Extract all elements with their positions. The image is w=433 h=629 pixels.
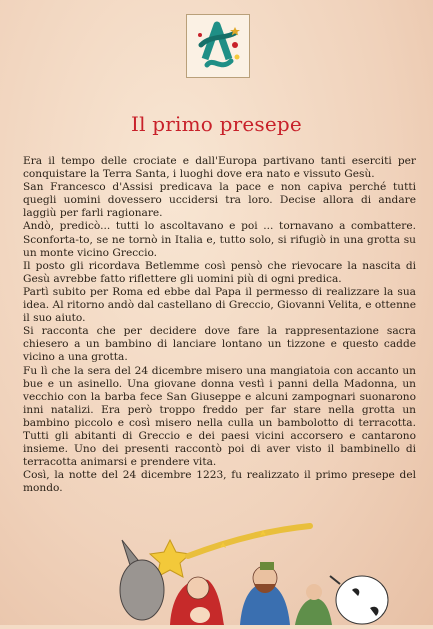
paragraph: Il posto gli ricordava Betlemme così pensò che rievocare la nascita di Gesù avrebbe fatto riflettere gli uomini più di ogni predica. — [23, 259, 416, 285]
paragraph: Così, la notte del 24 dicembre 1223, fu realizzato il primo presepe del mondo. — [23, 469, 416, 495]
page-title: Il primo presepe — [131, 112, 302, 136]
paragraph: Partì subito per Roma ed ebbe dal Papa il permesso di realizzare la sua idea. Al ritorno andò dal castellano di Greccio, Giovanni Velita, e ottenne il suo aiuto. — [23, 285, 416, 325]
story-text — [23, 155, 416, 495]
paragraph: Era il tempo delle crociate e dall'Europa partivano tanti eserciti per conquistare la Terra Santa, i luoghi dove era nato e vissuto Gesù. — [23, 155, 416, 181]
paragraph: Fu lì che la sera del 24 dicembre misero una mangiatoia con accanto un bue e un asinello. Una giovane donna vestì i panni della Madonna, un vecchio con la barba fece San Giuseppe e alcuni zampognari suonarono inni natalizi. Era però troppo freddo per far stare nella grotta un bambino piccolo e così misero nella culla un bambolotto di terracotta. Tutti gli abitanti di Greccio e dei paesi vicini accorsero e cantarono insieme. Uno dei presenti raccontò poi di aver visto il bambinello di terracotta animarsi e prendere vita. — [23, 364, 416, 469]
nativity-scene-illustration — [100, 520, 433, 625]
paragraph: Si racconta che per decidere dove fare la rappresentazione sacra chiesero a un bambino di lanciare lontano un tizzone e questo cadde vicino a una grotta. — [23, 325, 416, 364]
paragraph: Andò, predicò... tutti lo ascoltavano e poi ... tornavano a combattere. Sconforta-to, se ne tornò in Italia e, tutto solo, si rifugiò in una grotta su un monte vicino Greccio. — [23, 220, 416, 259]
decorated-initial-icon — [186, 14, 250, 78]
paragraph: San Francesco d'Assisi predicava la pace e non capiva perché tutti quegli uomini dovessero uccidersi tra loro. Decise allora di andare laggiù per farli ragionare. — [23, 181, 416, 220]
